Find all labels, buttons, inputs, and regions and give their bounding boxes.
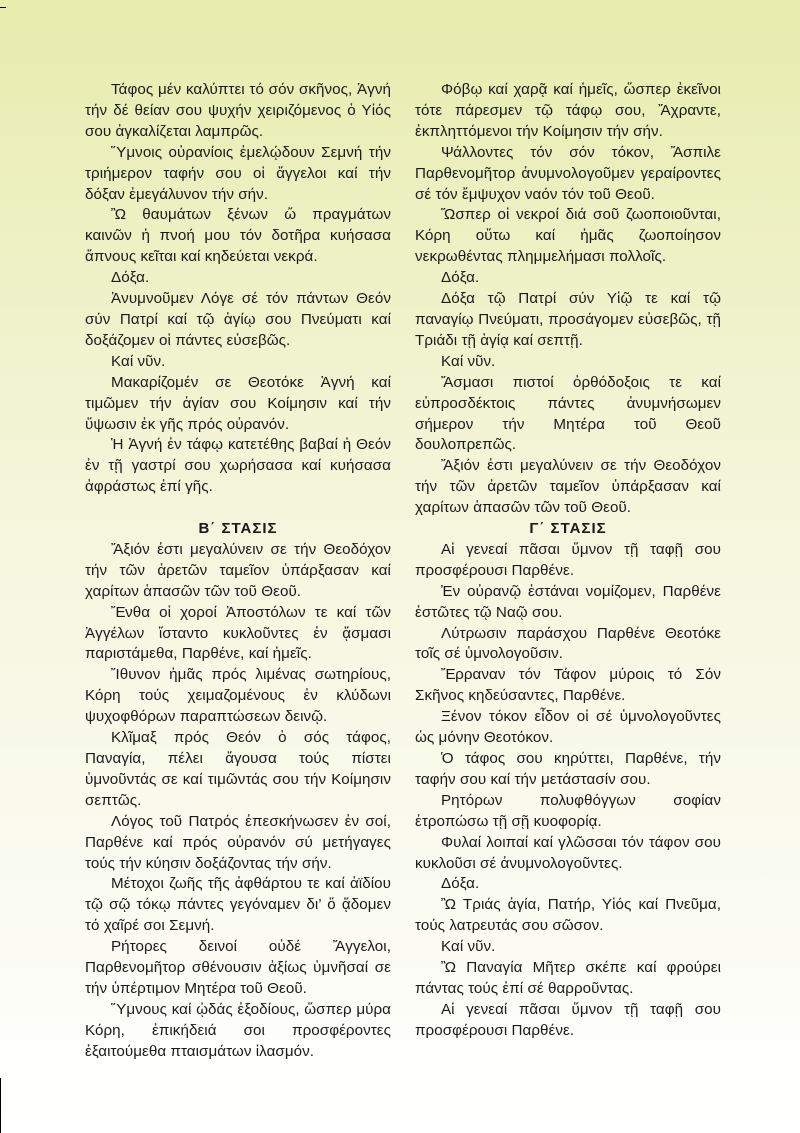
verse: Ἐν οὐρανῷ ἑστάναι νομίζομεν, Παρθένε ἑστῶτες τῷ Ναῷ σου. <box>415 582 721 621</box>
verse: Καί νῦν. <box>111 352 166 370</box>
verse: Ψάλλοντες τόν σόν τόκον, Ἄσπιλε Παρθενομῆτορ ἀνυμνολογοῦμεν γεραίροντες σέ τόν ἔμψυχον ναόν τόν τοῦ Θεοῦ. <box>415 143 721 203</box>
verse: Ἄξιόν ἐστι μεγαλύνειν σε τήν Θεοδόχον τήν τῶν ἀρετῶν ταμεῖον ὑπάρξασαν καί χαρίτων ἁπασῶν τῶν τοῦ Θεοῦ. <box>85 540 391 600</box>
verse: Δόξα. <box>441 269 480 287</box>
verse: Ὢ Τριάς ἁγία, Πατήρ, Υἱός καί Πνεῦμα, τούς λατρευτάς σου σῶσον. <box>415 896 721 935</box>
section-heading-b: Β΄ ΣΤΑΣΙΣ <box>198 520 278 537</box>
verse: Λόγος τοῦ Πατρός ἐπεσκήνωσεν ἐν σοί, Παρθένε καί πρός οὐρανόν σύ μετήγαγες τούς τήν κύησιν δοξάζοντας τήν σήν. <box>85 812 391 872</box>
verse: Ὥσπερ οἱ νεκροί διά σοῦ ζωοποιοῦνται, Κόρη οὕτω καί ἡμᾶς ζωοποίησον νεκρωθέντας πλημμελήμασι πολλοῖς. <box>415 206 721 266</box>
verse: Δόξα. <box>441 875 480 893</box>
verse: Ἔρραναν τόν Τάφον μύροις τό Σόν Σκῆνος κηδεύσαντες, Παρθένε. <box>415 666 721 705</box>
verse: Δόξα. <box>111 269 150 287</box>
verse: Ἡ Ἁγνή ἐν τάφῳ κατετέθης βαβαί ἡ Θεόν ἐν τῇ γαστρί σου χωρήσασα καί κυήσασα ἀφράστως ἐπί γῆς. <box>85 436 391 496</box>
verse: Καί νῦν. <box>441 352 496 370</box>
verse: Καί νῦν. <box>441 938 496 956</box>
verse: Ὢ Παναγία Μῆτερ σκέπε καί φρούρει πάντας τούς ἐπί σέ θαρροῦντας. <box>415 959 721 997</box>
verse: Ἴθυνον ἡμᾶς πρός λιμένας σωτηρίους, Κόρη τούς χειμαζομένους ἐν κλύδωνι ψυχοφθόρων παραπτώσεων δεινῷ. <box>85 666 391 726</box>
verse: Ἄσμασι πιστοί ὀρθόδοξοις τε καί εὐπροσδέκτοις πάντες ἀνυμνήσωμεν σήμερον τήν Μητέρα τοῦ Θεοῦ δουλοπρεπῶς. <box>415 373 721 454</box>
verse: Μέτοχοι ζωῆς τῆς ἀφθάρτου τε καί ἀϊδίου τῷ σῷ τόκῳ πάντες γεγόναμεν δι’ ὅ ᾄδομεν τό χαῖρέ σοι Σεμνή. <box>85 875 391 935</box>
right-column-top <box>415 80 721 519</box>
verse: Ὕμνοις οὐρανίοις ἐμελῴδουν Σεμνή τήν τριήμερον ταφήν σου οἱ ἄγγελοι καί τήν δόξαν ἐμεγάλυνον τήν σήν. <box>85 143 391 203</box>
verse: Ρήτορες δεινοί οὐδέ Ἄγγελοι, Παρθενομῆτορ σθένουσιν ἀξίως ὑμνῆσαί σε τήν ὑπέρτιμον Μητέρα τοῦ Θεοῦ. <box>85 938 391 997</box>
section-heading-c: Γ΄ ΣΤΑΣΙΣ <box>529 520 607 537</box>
verse: Ρητόρων πολυφθόγγων σοφίαν ἐτροπώσω τῇ σῇ κυοφορίᾳ. <box>415 791 721 830</box>
verse: Κλῖμαξ πρός Θεόν ὁ σός τάφος, Παναγία, πέλει ἄγουσα τούς πίστει ὑμνοῦντάς σε καί τιμῶντάς σου τήν Κοίμησιν σεπτῶς. <box>85 729 391 809</box>
left-column-bottom <box>85 519 391 1063</box>
verse: Αἱ γενεαί πᾶσαι ὕμνον τῇ ταφῇ σου προσφέρουσι Παρθένε. <box>415 1000 721 1039</box>
verse: Ὁ τάφος σου κηρύττει, Παρθένε, τήν ταφήν σου καί τήν μετάστασίν σου. <box>415 749 721 788</box>
verse: Ὢ θαυμάτων ξένων ὤ πραγμάτων καινῶν ἡ πνοή μου τόν δοτῆρα κυήσασα ἄπνους κεῖται καί κηδεύεται νεκρά. <box>85 206 391 266</box>
left-column-top <box>85 80 391 498</box>
verse: Λύτρωσιν παράσχου Παρθένε Θεοτόκε τοῖς σέ ὑμνολογοῦσιν. <box>415 624 721 663</box>
margin-rule <box>0 1078 1 1133</box>
verse: Φυλαί λοιπαί καί γλῶσσαι τόν τάφον σου κυκλοῦσι σέ ἀνυμνολογοῦντες. <box>415 833 721 872</box>
verse: Φόβῳ καί χαρᾷ καί ἡμεῖς, ὥσπερ ἐκεῖνοι τότε πάρεσμεν τῷ τάφῳ σου, Ἄχραντε, ἐκπληττόμενοι τήν Κοίμησιν τήν σήν. <box>415 81 721 140</box>
corner-tick-mark <box>0 7 6 8</box>
verse: Ξένον τόκον εἶδον οἱ σέ ὑμνολογοῦντες ὡς μόνην Θεοτόκον. <box>415 708 721 747</box>
verse: Αἱ γενεαί πᾶσαι ὕμνον τῇ ταφῇ σου προσφέρουσι Παρθένε. <box>415 540 721 579</box>
right-column-bottom <box>415 519 721 1042</box>
verse: Ἄξιόν ἐστι μεγαλύνειν σε τήν Θεοδόχον τήν τῶν ἀρετῶν ταμεῖον ὑπάρξασαν καί χαρίτων ἁπασῶν τῶν τοῦ Θεοῦ. <box>415 457 721 517</box>
verse: Ἀνυμνοῦμεν Λόγε σέ τόν πάντων Θεόν σύν Πατρί καί τῷ ἁγίῳ σου Πνεύματι καί δοξάζομεν οἱ πάντες εὐσεβῶς. <box>85 290 391 349</box>
verse: Τάφος μέν καλύπτει τό σόν σκῆνος, Ἁγνή τήν δέ θείαν σου ψυχήν χειριζόμενος ὁ Υἱός σου ἀγκαλίζεται λαμπρῶς. <box>85 81 391 140</box>
verse: Δόξα τῷ Πατρί σύν Υἱῷ τε καί τῷ παναγίῳ Πνεύματι, προσάγομεν εὐσεβῶς, τῇ Τριάδι τῇ ἁγίᾳ καί σεπτῇ. <box>415 290 721 349</box>
verse: Ὕμνους καί ᾠδάς ἐξοδίους, ὥσπερ μύρα Κόρη, ἐπικήδειά σοι προσφέροντες ἐξαιτούμεθα πταισμάτων ἱλασμόν. <box>85 1000 391 1060</box>
verse: Ἔνθα οἱ χοροί Ἀποστόλων τε καί τῶν Ἀγγέλων ἵσταντο κυκλοῦντες ἐν ᾄσμασι παριστάμεθα, Παρθένε, καί ἡμεῖς. <box>85 603 391 663</box>
verse: Μακαρίζομέν σε Θεοτόκε Ἁγνή καί τιμῶμεν τήν ἁγίαν σου Κοίμησιν καί τήν ὕψωσιν ἐκ γῆς πρός οὐρανόν. <box>85 373 391 433</box>
